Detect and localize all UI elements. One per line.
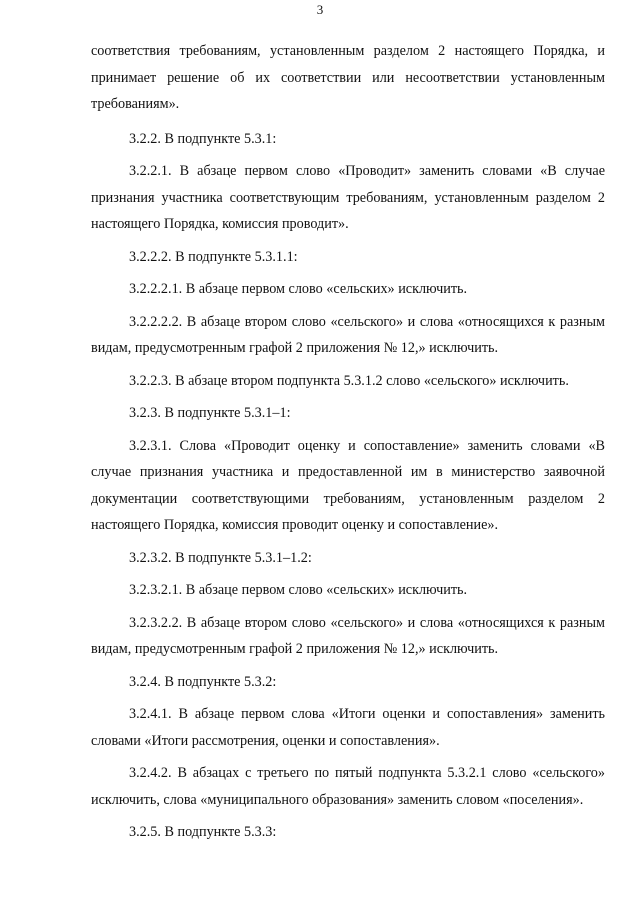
document-body <box>91 38 605 852</box>
paragraph-3-2-5: 3.2.5. В подпункте 5.3.3: <box>129 824 277 840</box>
paragraph-3-2-4: 3.2.4. В подпункте 5.3.2: <box>129 673 277 690</box>
paragraph-3-2-2-2: 3.2.2.2. В подпункте 5.3.1.1: <box>129 248 298 265</box>
page-number: 3 <box>316 2 324 17</box>
paragraph-3-2-4-1: 3.2.4.1. В абзаце первом слова «Итоги оценки и сопоставления» заменить словами «Итоги рассмотрения, оценки и сопоставления». <box>91 706 605 749</box>
paragraph-3-2-3-1: 3.2.3.1. Слова «Проводит оценку и сопоставление» заменить словами «В случае признания участника и предоставленной им в министерство заявочной документации соответствующими требованиям, установленным разделом 2 настоящего Порядка, комиссия проводит оценку и сопоставление». <box>91 437 605 533</box>
paragraph-3-2-3-2-1: 3.2.3.2.1. В абзаце первом слово «сельских» исключить. <box>129 582 468 598</box>
paragraph-3-2-2-2-1: 3.2.2.2.1. В абзаце первом слово «сельских» исключить. <box>129 281 468 297</box>
paragraph-3-2-2: 3.2.2. В подпункте 5.3.1: <box>129 130 277 147</box>
paragraph-3-2-3: 3.2.3. В подпункте 5.3.1–1: <box>129 405 291 421</box>
paragraph-3-2-2-3: 3.2.2.3. В абзаце втором подпункта 5.3.1.2 слово «сельского» исключить. <box>129 372 569 389</box>
paragraph-3-2-4-2: 3.2.4.2. В абзацах с третьего по пятый подпункта 5.3.2.1 слово «сельского» исключить, слова «муниципального образования» заменить словом «поселения». <box>91 765 605 808</box>
paragraph-3-2-3-2: 3.2.3.2. В подпункте 5.3.1–1.2: <box>129 549 312 566</box>
paragraph-continuation: соответствия требованиям, установленным разделом 2 настоящего Порядка, и принимает решение об их соответствии или несоответствии установленным требованиям». <box>91 43 605 112</box>
paragraph-3-2-3-2-2: 3.2.3.2.2. В абзаце втором слово «сельского» и слова «относящихся к разным видам, предусмотренным графой 2 приложения № 12,» исключить. <box>91 614 605 657</box>
paragraph-3-2-2-2-2: 3.2.2.2.2. В абзаце втором слово «сельского» и слова «относящихся к разным видам, предусмотренным графой 2 приложения № 12,» исключить. <box>91 313 605 356</box>
paragraph-3-2-2-1: 3.2.2.1. В абзаце первом слово «Проводит» заменить словами «В случае признания участника соответствующим требованиям, установленным разделом 2 настоящего Порядка, комиссия проводит». <box>91 163 605 232</box>
